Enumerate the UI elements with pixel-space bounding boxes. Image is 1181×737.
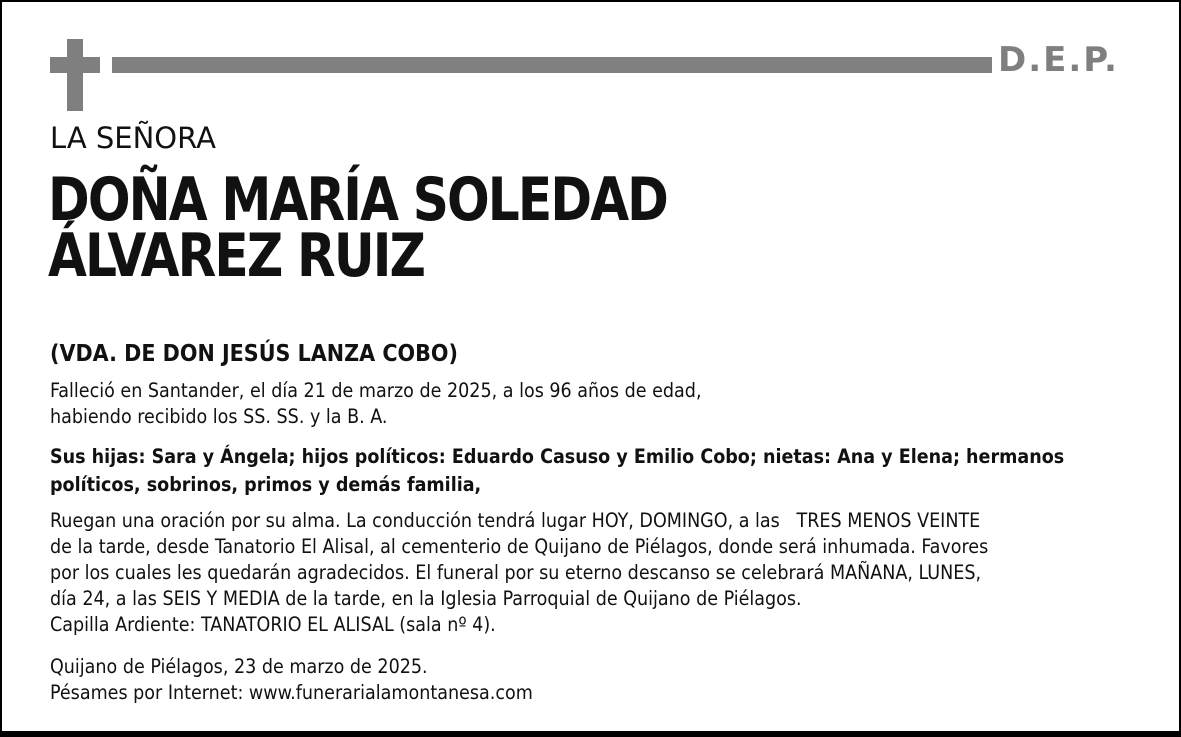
dep-label: D.E.P. [998, 40, 1119, 80]
ceremony-line: de la tarde, desde Tanatorio El Alisal, al cementerio de Quijano de Piélagos, donde será inhumada. Favores [50, 535, 989, 558]
condolences-website: Pésames por Internet: www.funerarialamontanesa.com [50, 681, 533, 704]
family-list [50, 443, 1140, 499]
ceremony-line: Ruegan una oración por su alma. La conducción tendrá lugar HOY, DOMINGO, a las TRES MENOS VEINTE [50, 509, 981, 532]
ceremony-line: día 24, a las SEIS Y MEDIA de la tarde, en la Iglesia Parroquial de Quijano de Piélagos. [50, 587, 802, 610]
family-line: políticos, sobrinos, primos y demás familia, [50, 473, 482, 496]
deceased-name-line1: DOÑA MARÍA SOLEDAD [48, 165, 668, 235]
ceremony-details [50, 508, 1140, 638]
widow-of-line: (VDA. DE DON JESÚS LANZA COBO) [50, 341, 458, 367]
death-notice-line: habiendo recibido los SS. SS. y la B. A. [50, 405, 388, 428]
ceremony-line: por los cuales les quedarán agradecidos. El funeral por su eterno descanso se celebrará MAÑANA, LUNES, [50, 561, 982, 584]
cross-icon [50, 39, 100, 111]
place-date: Quijano de Piélagos, 23 de marzo de 2025. [50, 655, 428, 678]
family-line: Sus hijas: Sara y Ángela; hijos políticos: Eduardo Casuso y Emilio Cobo; nietas: Ana y Elena; hermanos [50, 445, 1065, 468]
death-notice-line: Falleció en Santander, el día 21 de marzo de 2025, a los 96 años de edad, [50, 379, 702, 402]
intro-label: LA SEÑORA [50, 121, 216, 155]
header-rule [112, 57, 992, 73]
death-notice [50, 378, 1140, 430]
deceased-name-line2: ÁLVAREZ RUIZ [48, 221, 425, 291]
ceremony-line: Capilla Ardiente: TANATORIO EL ALISAL (sala nº 4). [50, 613, 496, 636]
deceased-name [48, 165, 668, 291]
footer [50, 654, 1140, 706]
